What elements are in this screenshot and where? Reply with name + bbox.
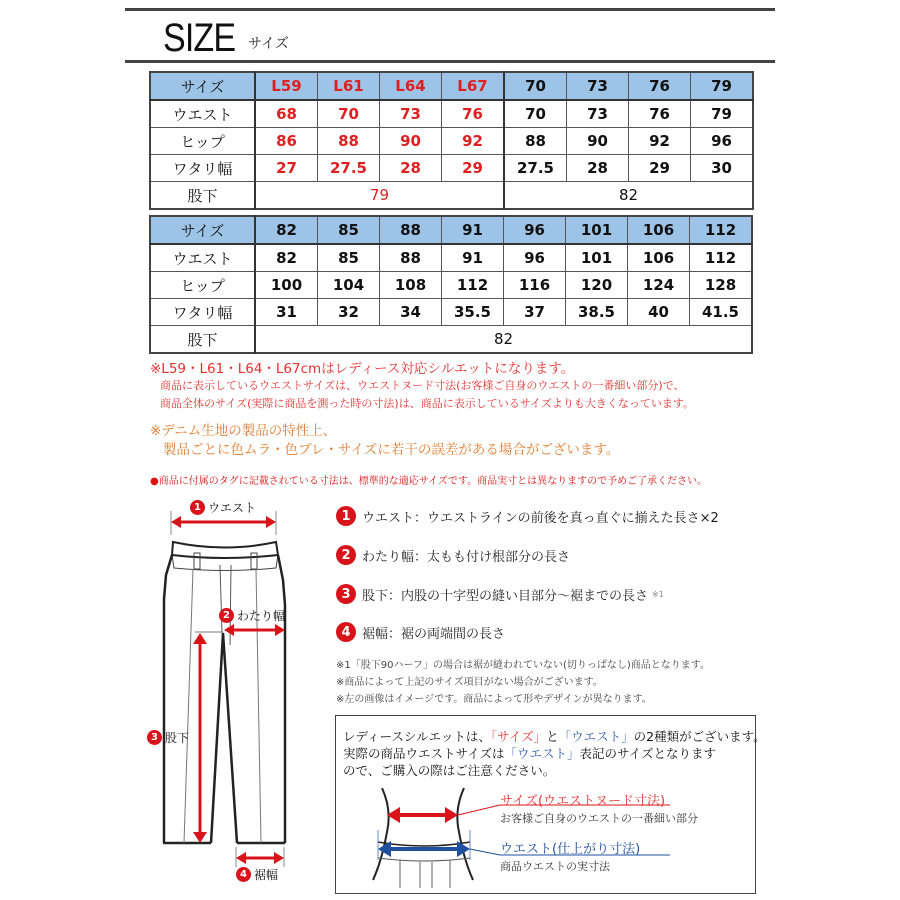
table-row-hip	[150, 272, 752, 299]
cell: L61	[318, 72, 380, 100]
legend-text: わたり幅：太もも付け根部分の長さ	[362, 549, 571, 565]
info-line-3: ので、ご購入の際はご注意ください。	[343, 763, 556, 778]
waist-finished-label: ウエスト(仕上がり寸法)	[500, 842, 641, 857]
info-text: 表記のサイズとなります	[579, 746, 717, 761]
info-line-1	[343, 727, 766, 745]
cell: 35.5	[442, 299, 504, 326]
cell: 29	[629, 155, 691, 182]
cell: L67	[442, 72, 505, 100]
row-label: 股下	[150, 182, 255, 210]
size-nude-label: サイズ(ウエストヌード寸法)	[500, 794, 666, 809]
cell: 79	[691, 100, 754, 128]
diagram-label-thigh	[219, 607, 285, 624]
cell: 88	[318, 128, 380, 155]
cell: 73	[567, 100, 629, 128]
number-badge-4-icon: 4	[336, 622, 356, 642]
cell: 108	[380, 272, 442, 299]
cell: 104	[318, 272, 380, 299]
cell: 90	[380, 128, 442, 155]
legend-item-inseam	[336, 584, 664, 604]
diagram-label-waist	[190, 499, 256, 516]
cell: 28	[567, 155, 629, 182]
cell: 106	[628, 216, 690, 244]
number-badge-4-icon: 4	[236, 867, 251, 882]
legend-item-hem	[336, 622, 505, 642]
cell: 91	[442, 244, 504, 272]
cell: 73	[380, 100, 442, 128]
note-ladies: ※L59・L61・L64・L67cmはレディース対応シルエットになります。	[150, 361, 575, 377]
cell: 70	[504, 100, 567, 128]
page-subtitle: サイズ	[248, 36, 289, 52]
info-text: 実際の商品ウエストサイズは	[343, 746, 505, 761]
cell: 70	[318, 100, 380, 128]
row-label: ウエスト	[150, 100, 255, 128]
cell: 112	[690, 244, 753, 272]
diagram-label-text: 裾幅	[254, 868, 279, 882]
info-line-2	[343, 744, 716, 762]
cell: 73	[567, 72, 629, 100]
number-badge-1-icon: 1	[190, 500, 205, 515]
number-badge-2-icon: 2	[219, 608, 234, 623]
cell: 76	[629, 100, 691, 128]
cell: 29	[442, 155, 505, 182]
number-badge-3-icon: 3	[147, 730, 162, 745]
cell: 41.5	[690, 299, 753, 326]
footnote-1: ※1「股下90ハーフ」の場合は裾が縫われていない(切りっぱなし)商品となります。	[336, 660, 710, 671]
cell: 76	[629, 72, 691, 100]
note-tag: ●商品に付属のタグに記載されている寸法は、標準的な適応サイズです。商品実寸とは異なりますので予めご了承ください。	[150, 476, 708, 487]
cell: 91	[442, 216, 504, 244]
info-text: の2種類がございます。	[633, 729, 766, 744]
table-row-size	[150, 72, 753, 100]
title-rule-top	[125, 8, 775, 11]
cell: 34	[380, 299, 442, 326]
table-row-inseam	[150, 326, 752, 354]
cell: 85	[318, 244, 380, 272]
size-table-1	[149, 71, 754, 210]
info-highlight-size: 「サイズ」	[490, 729, 547, 744]
cell: 30	[691, 155, 754, 182]
cell: 31	[255, 299, 318, 326]
number-badge-3-icon: 3	[336, 584, 356, 604]
number-badge-1-icon: 1	[336, 506, 356, 526]
footnote-3: ※左の画像はイメージです。商品によって形やデザインが異なります。	[336, 694, 652, 705]
cell: 101	[566, 244, 628, 272]
cell-inseam: 82	[255, 326, 752, 354]
table-row-thigh	[150, 299, 752, 326]
row-label: ヒップ	[150, 128, 255, 155]
cell: 79	[691, 72, 754, 100]
cell-inseam-mens: 82	[504, 182, 753, 210]
cell: 88	[380, 244, 442, 272]
legend-item-waist	[336, 506, 719, 526]
size-nude-description: お客様ご自身のウエストの一番細い部分	[500, 812, 698, 825]
footnote-2: ※商品によって上記のサイズ項目がない場合がございます。	[336, 677, 603, 688]
cell: L64	[380, 72, 442, 100]
footnote-ref: ※1	[652, 589, 664, 599]
diagram-label-hem	[236, 866, 278, 883]
cell: 38.5	[566, 299, 628, 326]
cell: 120	[566, 272, 628, 299]
cell: 96	[504, 216, 566, 244]
note-denim-line2: 製品ごとに色ムラ・色ブレ・サイズに若干の誤差がある場合がございます。	[163, 442, 620, 458]
cell: 100	[255, 272, 318, 299]
size-table-2	[149, 215, 753, 354]
cell: 116	[504, 272, 566, 299]
cell: 85	[318, 216, 380, 244]
cell: 112	[442, 272, 504, 299]
table-row-waist	[150, 244, 752, 272]
row-label: サイズ	[150, 216, 255, 244]
page-title: SIZE	[163, 16, 236, 60]
cell-inseam-ladies: 79	[255, 182, 504, 210]
cell: 92	[629, 128, 691, 155]
info-highlight-waist: 「ウエスト」	[504, 746, 580, 761]
cell: 88	[504, 128, 567, 155]
table-row-size	[150, 216, 752, 244]
table-row-inseam	[150, 182, 753, 210]
cell: 96	[504, 244, 566, 272]
cell: 27.5	[318, 155, 380, 182]
cell: 70	[504, 72, 567, 100]
cell: 82	[255, 244, 318, 272]
cell: 112	[690, 216, 753, 244]
cell: 76	[442, 100, 505, 128]
note-waist-line1: 商品に表示しているウエストサイズは、ウエストヌード寸法(お客様ご自身のウエストの一番細い部分)で、	[160, 379, 685, 392]
title-rule-bottom	[125, 60, 775, 63]
info-text: レディースシルエットは、	[343, 729, 491, 744]
cell: 37	[504, 299, 566, 326]
table-row-thigh	[150, 155, 753, 182]
legend-item-thigh	[336, 545, 570, 565]
cell: 128	[690, 272, 753, 299]
diagram-label-inseam	[147, 729, 189, 746]
row-label: ワタリ幅	[150, 299, 255, 326]
cell: 90	[567, 128, 629, 155]
row-label: ワタリ幅	[150, 155, 255, 182]
diagram-label-text: わたり幅	[237, 609, 286, 623]
waist-finished-description: 商品ウエストの実寸法	[500, 860, 610, 873]
info-text: と	[546, 729, 559, 744]
legend-text: 裾幅：裾の両端間の長さ	[362, 626, 506, 642]
row-label: ヒップ	[150, 272, 255, 299]
diagram-label-text: 股下	[165, 731, 190, 745]
number-badge-2-icon: 2	[336, 545, 356, 565]
legend-text: ウエスト：ウエストラインの前後を真っ直ぐに揃えた長さ×2	[362, 510, 719, 526]
cell: 86	[255, 128, 318, 155]
cell: 28	[380, 155, 442, 182]
cell: 101	[566, 216, 628, 244]
table-row-hip	[150, 128, 753, 155]
cell: 106	[628, 244, 690, 272]
cell: 82	[255, 216, 318, 244]
cell: 124	[628, 272, 690, 299]
cell: 96	[691, 128, 754, 155]
row-label: サイズ	[150, 72, 255, 100]
row-label: ウエスト	[150, 244, 255, 272]
cell: 27.5	[504, 155, 567, 182]
diagram-label-text: ウエスト	[208, 501, 257, 515]
note-denim-line1: ※デニム生地の製品の特性上、	[150, 423, 337, 439]
note-waist-line2: 商品全体のサイズ(実際に商品を測った時の寸法)は、商品に表示しているサイズよりも大きくなっています。	[160, 397, 694, 410]
info-highlight-waist: 「ウエスト」	[558, 729, 634, 744]
legend-text: 股下：内股の十字型の縫い目部分～裾までの長さ	[362, 588, 649, 604]
cell: 88	[380, 216, 442, 244]
cell: 32	[318, 299, 380, 326]
pants-diagram	[140, 495, 310, 890]
cell: 92	[442, 128, 505, 155]
row-label: 股下	[150, 326, 255, 354]
cell: L59	[255, 72, 318, 100]
table-row-waist	[150, 100, 753, 128]
cell: 40	[628, 299, 690, 326]
cell: 68	[255, 100, 318, 128]
cell: 27	[255, 155, 318, 182]
